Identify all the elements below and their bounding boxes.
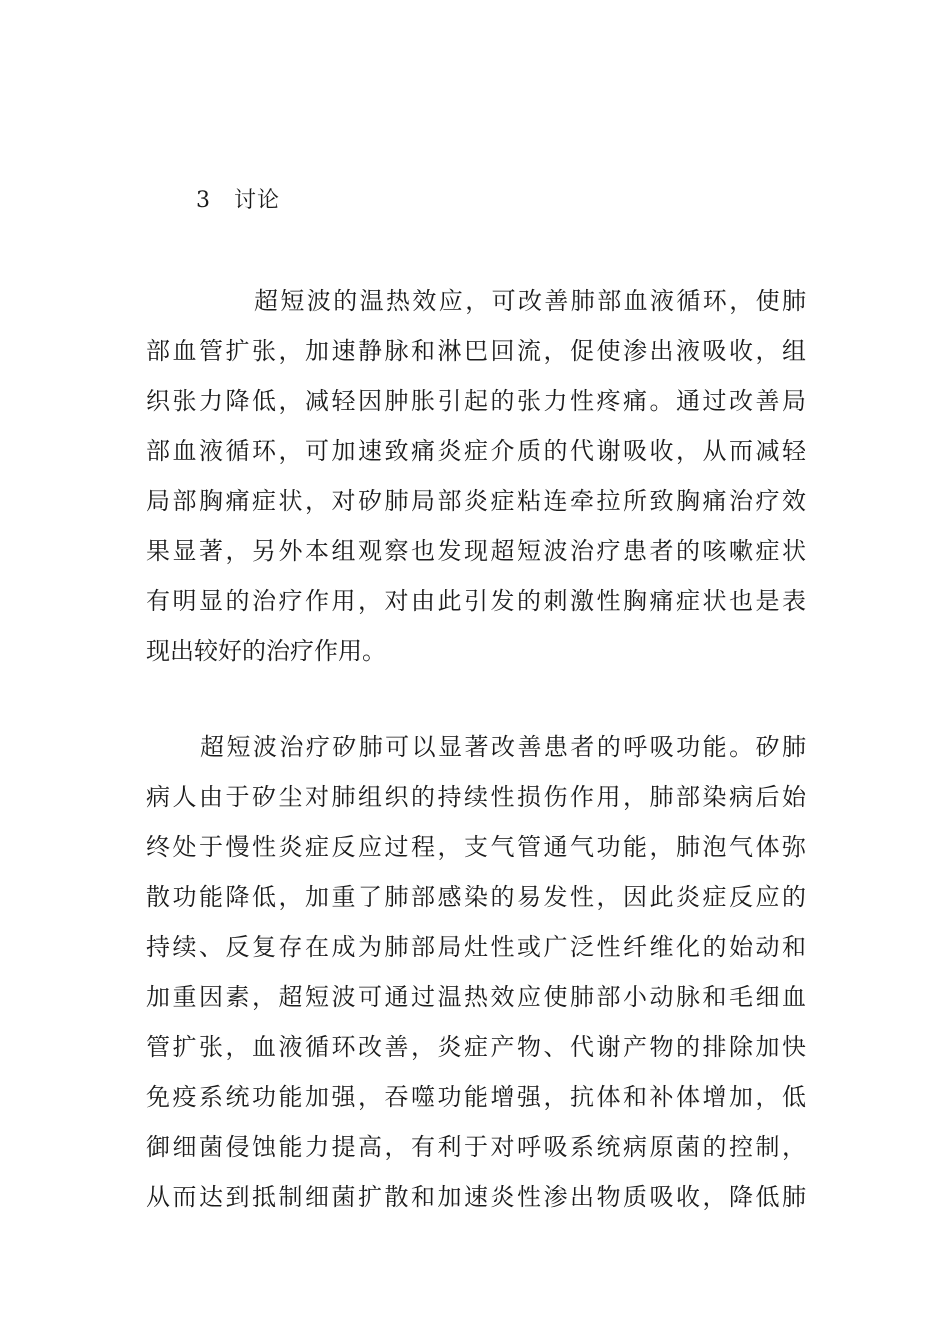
paragraph-line: 御细菌侵蚀能力提高，有利于对呼吸系统病原菌的控制， <box>146 1133 806 1161</box>
paragraph-line: 散功能降低，加重了肺部感染的易发性，因此炎症反应的 <box>146 883 806 911</box>
paragraph-line: 局部胸痛症状，对矽肺局部炎症粘连牵拉所致胸痛治疗效 <box>146 487 806 515</box>
paragraph-line: 超短波治疗矽肺可以显著改善患者的呼吸功能。矽肺 <box>200 733 806 761</box>
paragraph-line: 终处于慢性炎症反应过程，支气管通气功能，肺泡气体弥 <box>146 833 806 861</box>
paragraph-line: 从而达到抵制细菌扩散和加速炎性渗出物质吸收，降低肺 <box>146 1183 806 1211</box>
paragraph-line: 超短波的温热效应，可改善肺部血液循环，使肺 <box>254 287 806 315</box>
paragraph-2 <box>146 722 806 1222</box>
paragraph-line: 部血液循环，可加速致痛炎症介质的代谢吸收，从而减轻 <box>146 437 806 465</box>
paragraph-line: 部血管扩张，加速静脉和淋巴回流，促使渗出液吸收，组 <box>146 337 806 365</box>
section-number: 3 <box>196 188 211 213</box>
paragraph-line: 果显著，另外本组观察也发现超短波治疗患者的咳嗽症状 <box>146 537 806 565</box>
paragraph-line: 有明显的治疗作用，对由此引发的刺激性胸痛症状也是表 <box>146 587 806 615</box>
section-heading <box>196 184 280 218</box>
paragraph-line: 持续、反复存在成为肺部局灶性或广泛性纤维化的始动和 <box>146 933 806 961</box>
paragraph-line: 病人由于矽尘对肺组织的持续性损伤作用，肺部染病后始 <box>146 783 806 811</box>
paragraph-line: 管扩张，血液循环改善，炎症产物、代谢产物的排除加快 <box>146 1033 806 1061</box>
paragraph-line: 织张力降低，减轻因肿胀引起的张力性疼痛。通过改善局 <box>146 387 806 415</box>
paragraph-line: 免疫系统功能加强，吞噬功能增强，抗体和补体增加，低 <box>146 1083 806 1111</box>
section-title: 讨论 <box>234 188 281 213</box>
paragraph-line: 现出较好的治疗作用。 <box>146 637 386 665</box>
paragraph-line: 加重因素，超短波可通过温热效应使肺部小动脉和毛细血 <box>146 983 806 1011</box>
paragraph-1 <box>146 276 806 676</box>
